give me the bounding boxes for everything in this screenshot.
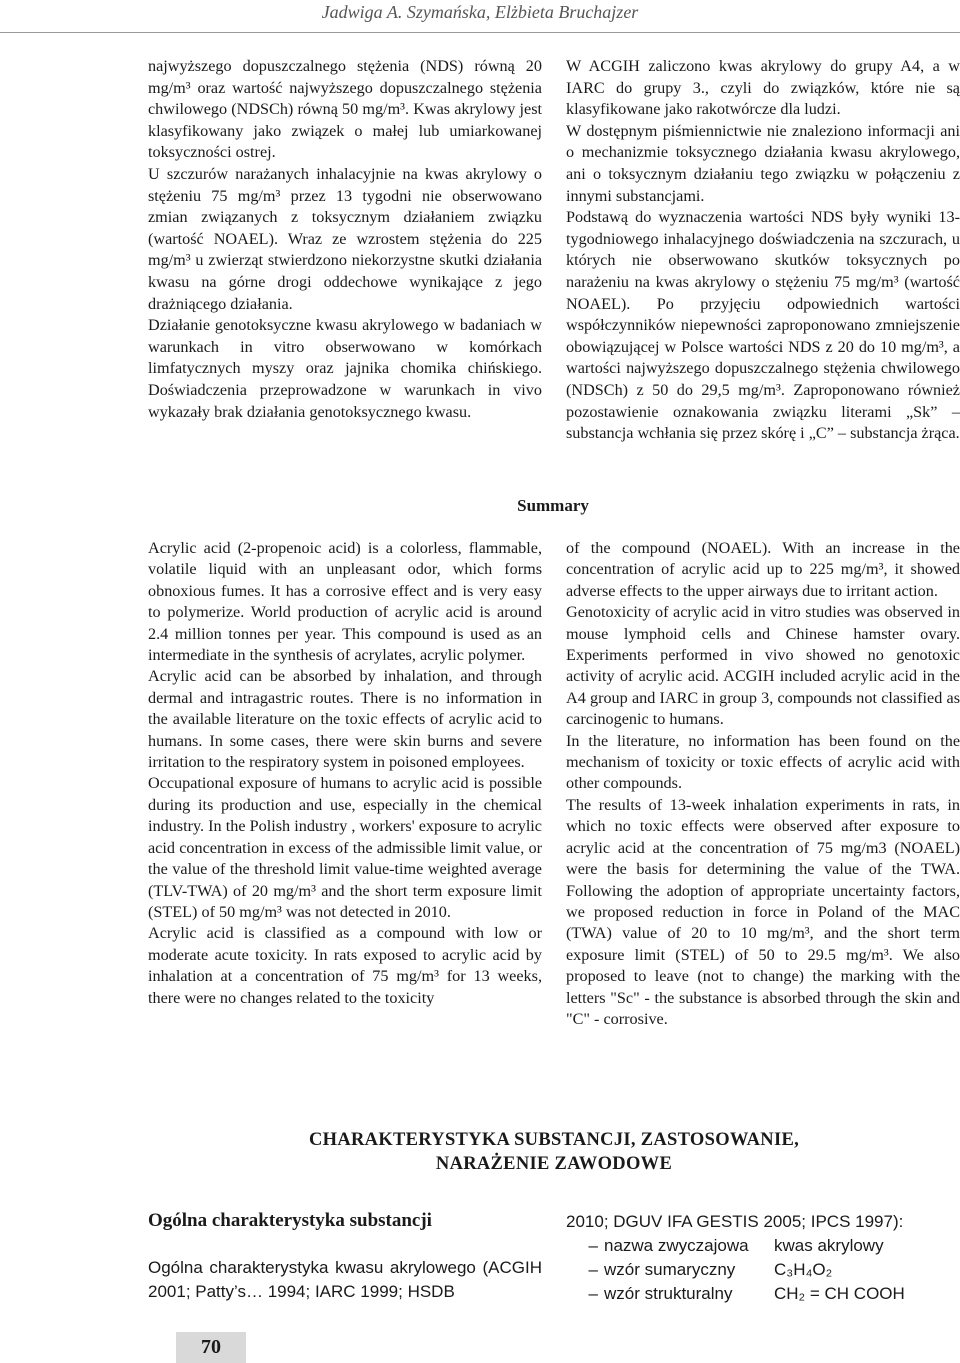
list-dash: –: [588, 1284, 598, 1303]
paragraph: Ogólna charakterystyka kwasu akrylowego (ACGIH 2001; Patty’s… 1994; IARC 1999; HSDB: [148, 1258, 542, 1301]
list-label: wzór strukturalny: [604, 1284, 733, 1303]
list-dash: –: [588, 1236, 598, 1255]
substance-properties: [566, 1210, 960, 1306]
polish-right-column: [566, 56, 960, 445]
summary-left-column: [148, 538, 542, 1009]
paragraph: Podstawą do wyznaczenia wartości NDS były wyniki 13-tygodniowego inhalacyjnego doświadczenia na szczurach, u których nie obserwowano skutków toksycznych po narażeniu na kwas akrylowy o stężeniu 75 mg/m³ (wartość NOAEL). Po przyjęciu odpowiednich wartości współczynników niepewności zaproponowano zmniejszenie obowiązującej w Polsce wartości NDS z 20 do 10 mg/m³, a wartości najwyższego dopuszczalnego stężenia chwilowego (NDSCh) z 50 do 29,5 mg/m³. Zaproponowano również pozostawienie oznakowania związku literami „Sk” – substancja wchłania się przez skórę i „C” – substancja żrąca.: [566, 208, 960, 443]
running-header: [0, 0, 960, 26]
paragraph: U szczurów narażanych inhalacyjnie na kwas akrylowy o stężeniu 75 mg/m³ przez 13 tygodni nie obserwowano zmian związanych z toksycznym działaniem związku (wartość NOAEL). Wraz ze wzrostem stężenia do 225 mg/m³ u zwierząt stwierdzono niekorzystne skutki działania kwasu na górne drogi oddechowe wynikające z jego drażniącego działania.: [148, 164, 542, 313]
paragraph: Occupational exposure of humans to acrylic acid is possible during its production and use, especially in the chemical industry. In the Polish industry , workers' exposure to acrylic acid concentration in excess of the admissible limit value, or the value of the threshold limit value-time weighted average (TLV-TWA) of 20 mg/m³ and the short term exposure limit (STEL) of 50 mg/m³ was not detected in 2010.: [148, 774, 542, 921]
intro-paragraph: [148, 1256, 542, 1304]
paragraph: of the compound (NOAEL). With an increase in the concentration of acrylic acid up to 225 mg/m³, it showed adverse effects to the upper airways due to irritant action.: [566, 539, 960, 600]
list-value: kwas akrylowy: [774, 1236, 884, 1255]
list-dash: –: [588, 1260, 598, 1279]
paragraph: The results of 13-week inhalation experiments in rats, in which no toxic effects were observed after exposure to acrylic acid at the concentration of 75 mg/m3 (NOAEL) were the basis for determining the value of the TWA. Following the adoption of appropriate uncertainty factors, we proposed reduction in force in Poland of the MAC (TWA) value of 20 to 10 mg/m³, and the short term exposure limit (STEL) of 50 to 29.5 mg/m³. We also proposed to leave (not to change) the marking with the letters "Sc" - the substance is absorbed through the skin and "C" - corrosive.: [566, 795, 960, 1028]
list-item: [566, 1234, 960, 1258]
paragraph: W dostępnym piśmiennictwie nie znaleziono informacji ani o mechanizmie toksycznego działania kwasu akrylowego, ani o toksycznym działaniu tego związku w połączeniu z innymi substancjami.: [566, 121, 960, 205]
paragraph: Acrylic acid (2-propenoic acid) is a colorless, flammable, volatile liquid with an unpleasant odor, which forms obnoxious fumes. It has a corrosive effect and is very easy to polymerize. World production of acrylic acid is around 2.4 million tonnes per year. This compound is used as an intermediate in the synthesis of acrylates, acrylic polymer.: [148, 539, 542, 665]
summary-heading: Summary: [517, 496, 589, 515]
list-item: [566, 1282, 960, 1306]
paragraph: najwyższego dopuszczalnego stężenia (NDS) równą 20 mg/m³ oraz wartość najwyższego dopuszczalnego stężenia chwilowego (NDSCh) równą 50 mg/m³. Kwas akrylowy jest klasyfikowany jako związek o małej lub umiarkowanej toksyczności ostrej.: [148, 57, 542, 162]
list-label: wzór sumaryczny: [604, 1260, 736, 1279]
page-number: 70: [201, 1336, 221, 1358]
paragraph: Genotoxicity of acrylic acid in vitro studies was observed in mouse lymphoid cells and Chinese hamster ovary. Experiments performed in vivo showed no genotoxic activity of acrylic acid. ACGIH included acrylic acid in the A4 group and IARC in group 3, compounds not classified as carcinogenic to humans.: [566, 603, 960, 729]
list-value: CH₂ = CH COOH: [774, 1284, 905, 1303]
paragraph: Acrylic acid is classified as a compound with low or moderate acute toxicity. In rats exposed to acrylic acid by inhalation at a concentration of 75 mg/m³ for 13 weeks, there were no changes related to the toxicity: [148, 924, 542, 1007]
paragraph: In the literature, no information has been found on the mechanism of toxicity or toxic effects of acrylic acid with other compounds.: [566, 731, 960, 793]
polish-left-column: [148, 56, 542, 423]
list-item: [566, 1258, 960, 1282]
paragraph: Działanie genotoksyczne kwasu akrylowego w badaniach w warunkach in vitro obserwowano w komórkach limfatycznych myszy oraz jajnika chomika chińskiego. Doświadczenia przeprowadzone w warunkach in vivo wykazały brak działania genotoksycznego kwasu.: [148, 316, 542, 421]
paragraph: W ACGIH zaliczono kwas akrylowy do grupy A4, a w IARC do grupy 3., czyli do związków, które nie są klasyfikowane jako rakotwórcze dla ludzi.: [566, 57, 960, 119]
section-title: [148, 1128, 960, 1176]
section-title-line: CHARAKTERYSTYKA SUBSTANCJI, ZASTOSOWANIE,: [308, 1130, 800, 1150]
subsection-heading: Ogólna charakterystyka substancji: [148, 1210, 432, 1231]
paragraph: Acrylic acid can be absorbed by inhalation, and through dermal and intragastric routes. There is no information in the available literature on the toxic effects of acrylic acid to humans. In some cases, there were skin burns and severe irritation to the respiratory system in poisoned employees.: [148, 667, 542, 772]
list-value: C₃H₄O₂: [774, 1260, 833, 1279]
header-rule: [0, 32, 960, 33]
summary-right-column: [566, 538, 960, 1030]
running-title: Jadwiga A. Szymańska, Elżbieta Bruchajzer: [321, 2, 639, 22]
reference-continuation: 2010; DGUV IFA GESTIS 2005; IPCS 1997):: [566, 1212, 904, 1231]
section-title-line: NARAŻENIE ZAWODOWE: [435, 1154, 673, 1174]
list-label: nazwa zwyczajowa: [604, 1236, 749, 1255]
